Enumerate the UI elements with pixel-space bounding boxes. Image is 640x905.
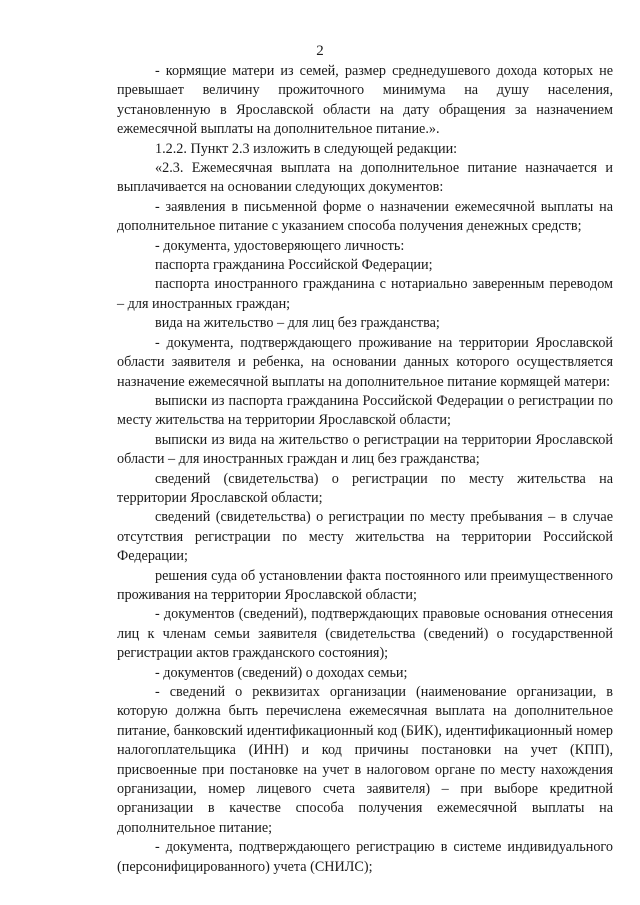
paragraph: сведений (свидетельства) о регистрации по месту жительства на территории Ярославской области; bbox=[117, 470, 613, 506]
paragraph: - документов (сведений), подтверждающих правовые основания отнесения лиц к членам семьи заявителя (свидетельства (сведений) о государственной регистрации актов гражданского состояния); bbox=[117, 606, 613, 662]
paragraph: - документа, удостоверяющего личность: bbox=[155, 237, 405, 254]
paragraph: - документов (сведений) о доходах семьи; bbox=[155, 664, 408, 681]
paragraph: - заявления в письменной форме о назначении ежемесячной выплаты на дополнительное питание с указанием способа получения денежных средств; bbox=[117, 198, 613, 235]
paragraph: выписки из паспорта гражданина Российской Федерации о регистрации по месту жительства на территории Ярославской области; bbox=[117, 392, 613, 429]
document-body bbox=[117, 62, 613, 877]
paragraph: - кормящие матери из семей, размер среднедушевого дохода которых не превышает величину прожиточного минимума на душу населения, установленную в Ярославской области на дату обращения за назначением ежемесячной выплаты на дополнительное питание.». bbox=[117, 63, 613, 138]
paragraph: - документа, подтверждающего регистрацию в системе индивидуального (персонифицированного) учета (СНИЛС); bbox=[117, 839, 613, 875]
page-number: 2 bbox=[316, 43, 324, 59]
paragraph: вида на жительство – для лиц без гражданства; bbox=[155, 315, 440, 332]
paragraph: «2.3. Ежемесячная выплата на дополнительное питание назначается и выплачивается на основании следующих документов: bbox=[117, 160, 613, 196]
paragraph: 1.2.2. Пункт 2.3 изложить в следующей редакции: bbox=[155, 140, 458, 157]
paragraph: сведений (свидетельства) о регистрации по месту пребывания – в случае отсутствия регистрации по месту жительства на территории Российской Федерации; bbox=[117, 509, 613, 565]
paragraph: паспорта гражданина Российской Федерации; bbox=[155, 257, 433, 274]
paragraph: - документа, подтверждающего проживание на территории Ярославской области заявителя и ребенка, на основании данных которого осуществляется назначение ежемесячной выплаты на дополнительное питание кормящей матери: bbox=[117, 334, 613, 390]
paragraph: выписки из вида на жительство о регистрации на территории Ярославской области – для иностранных граждан и лиц без гражданства; bbox=[117, 431, 613, 468]
paragraph: паспорта иностранного гражданина с нотариально заверенным переводом – для иностранных граждан; bbox=[117, 276, 613, 312]
paragraph: - сведений о реквизитах организации (наименование организации, в которую должна быть перечислена ежемесячная выплата на дополнительное питание, банковский идентификационный код (БИК), идентификационный номер налогоплательщика (ИНН) и код причины постановки на учет (КПП), присвоенные при постановке на учет в налоговом органе по месту нахождения организации, номер лицевого счета заявителя) – при выборе кредитной организации в качестве способа получения ежемесячной выплаты на дополнительное питание; bbox=[117, 684, 613, 836]
paragraph: решения суда об установлении факта постоянного или преимущественного проживания на территории Ярославской области; bbox=[117, 567, 613, 603]
